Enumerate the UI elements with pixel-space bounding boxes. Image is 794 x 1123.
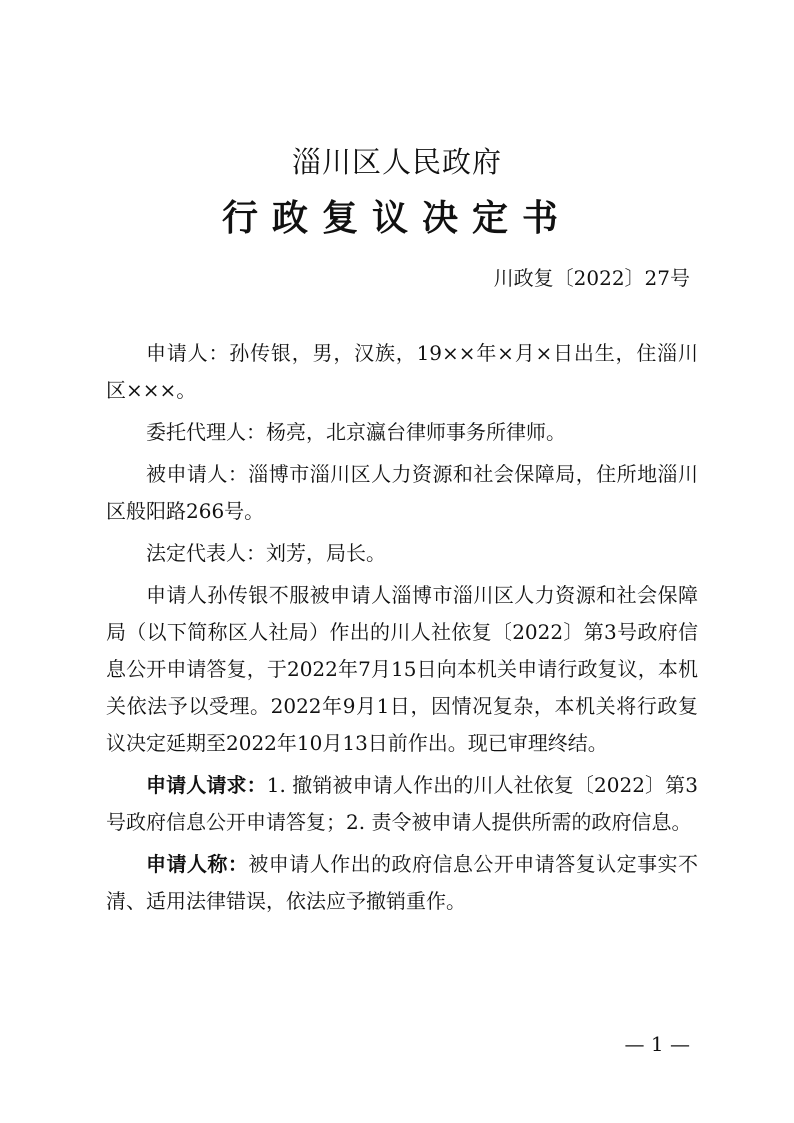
document-body [106,335,698,925]
document-number: 川政复〔2022〕27号 [493,266,690,290]
paragraph-text: 1. 撤销被申请人作出的川人社依复〔2022〕第3号政府信息公开申请答复；2. 责令被申请人提供所需的政府信息。 [106,773,699,834]
paragraph-applicant [106,335,698,409]
document-title: 行政复议决定书 [221,197,572,239]
paragraph-respondent [106,456,698,530]
paragraph-text: 申请人孙传银不服被申请人淄博市淄川区人力资源和社会保障局（以下简称区人社局）作出的川人社依复〔2022〕第3号政府信息公开申请答复，于2022年7月15日向本机关申请行政复议，本机关依法予以受理。2022年9月1日，因情况复杂，本机关将行政复议决定延期至2022年10月13日前作出。现已审理终结。 [106,583,698,755]
paragraph-lead: 申请人请求： [146,773,267,797]
paragraph-lead: 申请人称： [146,852,249,876]
paragraph-text: 被申请人：淄博市淄川区人力资源和社会保障局，住所地淄川区般阳路266号。 [106,462,698,523]
paragraph-legal-representative [106,535,698,572]
paragraph-text: 被申请人作出的政府信息公开申请答复认定事实不清、适用法律错误，依法应予撤销重作。 [106,852,699,913]
paragraph-applicant-claims [106,846,698,920]
paragraph-applicant-requests [106,767,698,841]
paragraph-text: 申请人：孙传银，男，汉族，19××年×月×日出生，住淄川区×××。 [106,341,698,402]
paragraph-agent [106,414,698,451]
page-number: — 1 — [624,1032,690,1056]
paragraph-text: 法定代表人：刘芳，局长。 [146,541,386,565]
issuing-authority: 淄川区人民政府 [291,145,502,179]
paragraph-text: 委托代理人：杨亮，北京瀛台律师事务所律师。 [146,420,566,444]
paragraph-case-summary [106,577,698,762]
